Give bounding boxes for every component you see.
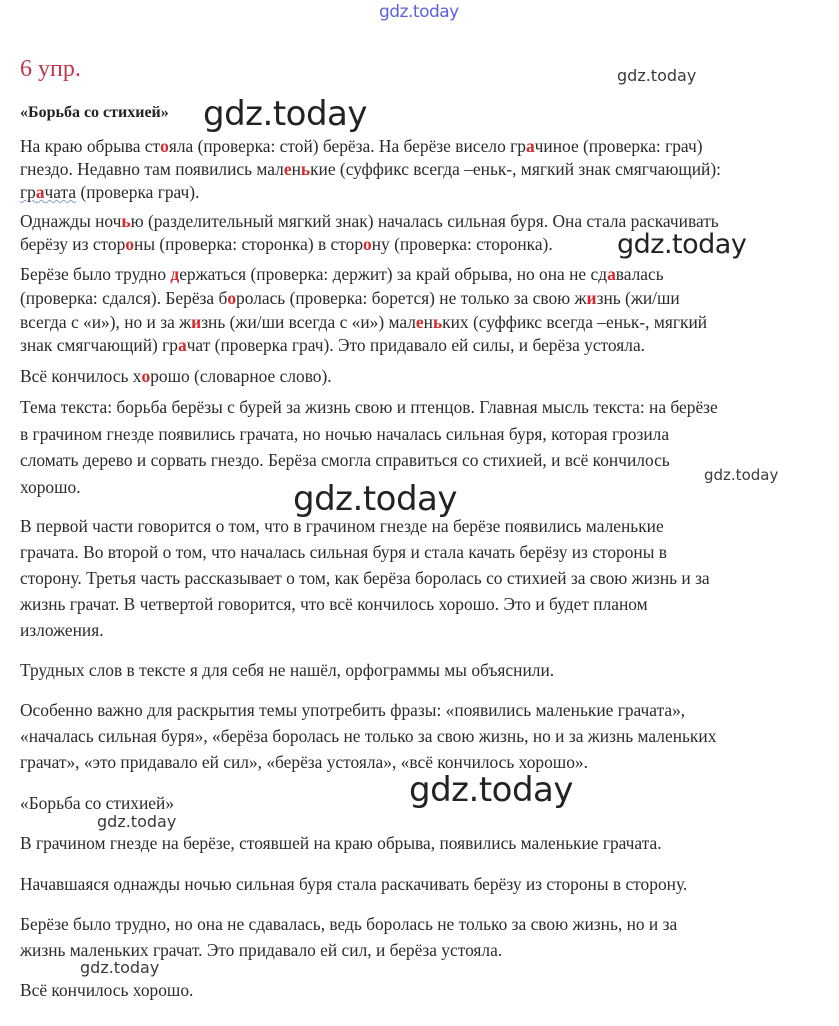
watermark: gdz.today (704, 466, 779, 484)
text-line: всегда с «и»), но и за жизнь (жи/ши всегда с «и») маленьких (суффикс всегда –еньк-, мягкий (20, 312, 708, 332)
plan-line: сторону. Третья часть рассказывает о том, как берёза боролась со стихией за свою жизнь и за (20, 568, 710, 588)
phrases-line: «началась сильная буря», «берёза боролась не только за свою жизнь, но и за жизнь маленьких (20, 726, 717, 746)
text-line: (проверка: сдался). Берёза боролась (проверка: борется) не только за свою жизнь (жи/ши (20, 288, 680, 308)
essay-paragraph: Всё кончилось хорошо. (20, 980, 194, 1000)
text-line: На краю обрыва стояла (проверка: стой) берёза. На берёзе висело грачиное (проверка: грач) (20, 136, 703, 156)
plan-line: изложения. (20, 620, 104, 640)
text-line: знак смягчающий) грачат (проверка грач). Это придавало ей силы, и берёза устояла. (20, 335, 646, 355)
theme-line: сломать дерево и сорвать гнездо. Берёза смогла справиться со стихией, и всё кончилось (20, 450, 670, 470)
watermark: gdz.today (80, 958, 160, 977)
watermark: gdz.today (617, 66, 697, 85)
phrases-line: грачат», «это придавало ей сил», «берёза устояла», «всё кончилось хорошо». (20, 752, 588, 772)
plan-line: жизнь грачат. В четвертой говорится, что всё кончилось хорошо. Это и будет планом (20, 594, 648, 614)
text-line: Всё кончилось хорошо (словарное слово). (20, 366, 332, 386)
watermark-large: gdz.today (203, 94, 367, 134)
phrases-line: Особенно важно для раскрытия темы употребить фразы: «появились маленькие грачата», (20, 700, 686, 720)
plan-line: В первой части говорится о том, что в грачином гнезде на берёзе появились маленькие (20, 516, 664, 536)
watermark: gdz.today (617, 229, 747, 260)
watermark-large: gdz.today (293, 479, 457, 519)
essay-title: «Борьба со стихией» (20, 793, 175, 813)
difficult-words: Трудных слов в тексте я для себя не нашёл, орфограммы мы объяснили. (20, 660, 555, 680)
essay-paragraph: В грачином гнезде на берёзе, стоявшей на краю обрыва, появились маленькие грачата. (20, 833, 662, 853)
essay-paragraph: жизнь маленьких грачат. Это придавало ей сил, и берёза устояла. (20, 940, 503, 960)
watermark: gdz.today (97, 812, 177, 831)
text-line: Берёзе было трудно держаться (проверка: держит) за край обрыва, но она не сдавалась (20, 264, 664, 284)
text-line: Однажды ночью (разделительный мягкий знак) началась сильная буря. Она стала раскачивать (20, 211, 719, 231)
text-line: гнездо. Недавно там появились маленькие (суффикс всегда –еньк-, мягкий знак смягчающий): (20, 159, 721, 179)
watermark-large: gdz.today (409, 770, 573, 810)
essay-paragraph: Берёзе было трудно, но она не сдавалась, ведь боролась не только за свою жизнь, но и за (20, 914, 678, 934)
theme-line: в грачином гнезде появились грачата, но ночью началась сильная буря, которая грозила (20, 424, 670, 444)
plan-line: грачата. Во второй о том, что началась сильная буря и стала качать берёзу из стороны в (20, 542, 667, 562)
essay-paragraph: Начавшаяся однажды ночью сильная буря стала раскачивать берёзу из стороны в сторону. (20, 874, 688, 894)
text-line: берёзу из стороны (проверка: сторонка) в сторону (проверка: сторонка). (20, 234, 553, 254)
theme-line: хорошо. (20, 477, 81, 497)
exercise-heading: 6 упр. (20, 56, 81, 82)
theme-line: Тема текста: борьба берёзы с бурей за жизнь свою и птенцов. Главная мысль текста: на берёзе (20, 397, 718, 417)
watermark-top: gdz.today (379, 2, 459, 22)
text-line: грачата (проверка грач). (20, 182, 200, 202)
text-title: «Борьба со стихией» (20, 104, 169, 121)
